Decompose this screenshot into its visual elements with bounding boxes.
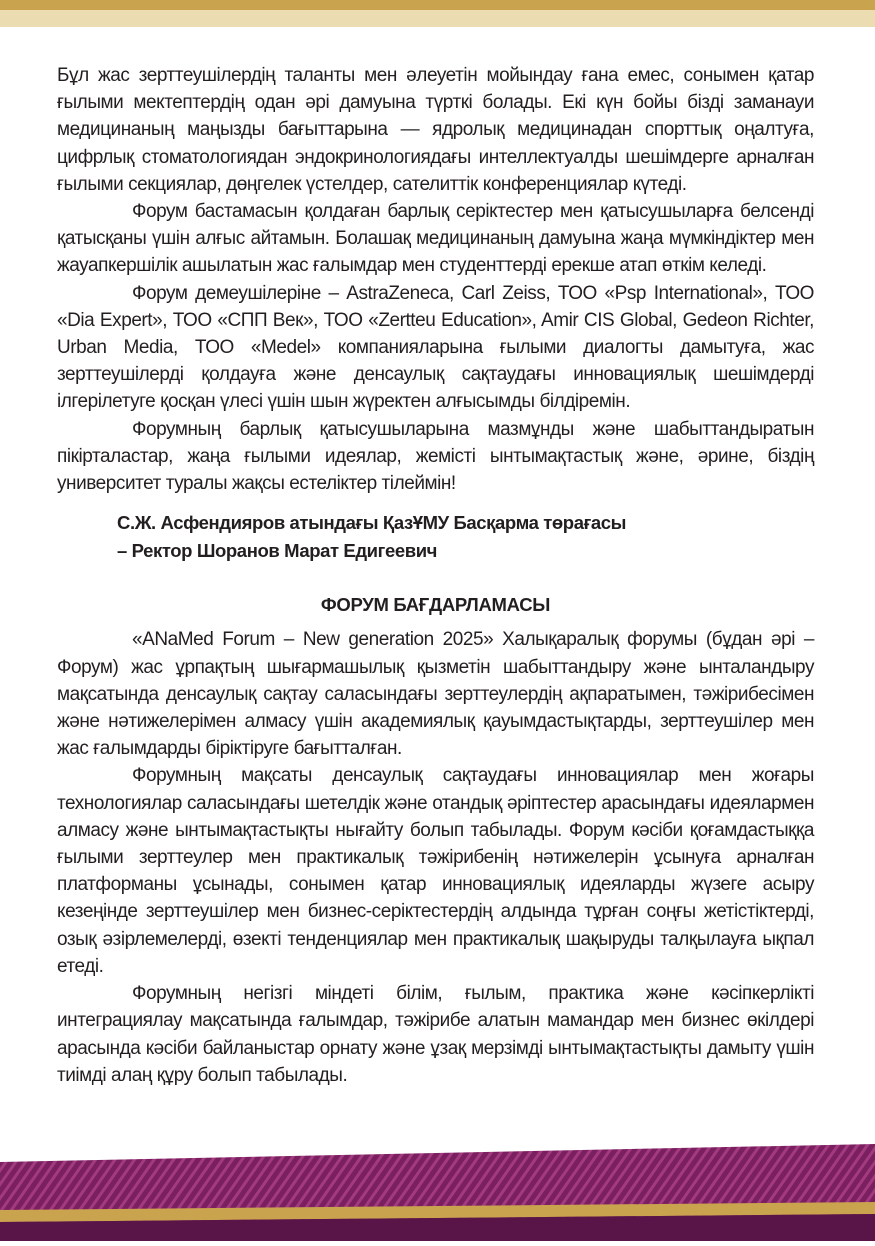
- bottom-decorative-band: [0, 1140, 875, 1241]
- paragraph-intro-2: Форум бастамасын қолдаған барлық серіктестер мен қатысушыларға белсенді қатысқаны үшін алғыс айтамын. Болашақ медицинаның дамуына жаңа мүмкіндіктер мен жауапкершілік ашылатын жас ғалымдар мен студенттерді ерекше атап өткім келеді.: [57, 201, 814, 277]
- signature-block: [117, 509, 814, 565]
- top-decorative-band: [0, 0, 875, 30]
- paragraph-program-1: «ANaMed Forum – New generation 2025» Халықаралық форумы (бұдан әрі – Форум) жас ұрпақтың шығармашылық қызметін шабыттандыру және ынталандыру мақсатында денсаулық сақтау саласындағы зерттеулердің ақпаратымен, тәжірибесімен және нәтижелерімен алмасу үшін академиялық қауымдастықтарды, зерттеушілер мен жас ғалымдарды біріктіруге бағытталған.: [57, 629, 814, 760]
- paragraph-intro-3: Форум демеушілеріне – AstraZeneca, Carl Zeiss, ТОО «Psp International», ТОО «Dia Expert», ТОО «СПП Век», ТОО «Zertteu Education», Amir CIS Global, Gedeon Richter, Urban Media, ТОО «Medel» компанияларына ғылыми диалогты дамытуға, жас зерттеушілерді қолдауға және денсаулық сақтаудағы инновациялық шешімдерді ілгерілетуге қосқан үлесі үшін шын жүректен алғысымды білдіремін.: [57, 282, 814, 413]
- paragraph-intro-1: Бұл жас зерттеушілердің таланты мен әлеуетін мойындау ғана емес, сонымен қатар ғылыми мектептердің одан әрі дамуына түрткі болады. Екі күн бойы бізді заманауи медицинаның маңызды бағыттарына — ядролық медицинадан спорттық оңалтуға, цифрлық стоматологиядан эндокринологиядағы интеллектуалды шешімдерге арналған ғылыми секциялар, дөңгелек үстелдер, сателиттік конференциялар күтеді.: [57, 65, 814, 195]
- signature-line-2: – Ректор Шоранов Марат Едигеевич: [117, 540, 438, 562]
- signature-line-1: С.Ж. Асфендияров атындағы ҚазҰМУ Басқарма төрағасы: [117, 512, 627, 534]
- paragraph-intro-4: Форумның барлық қатысушыларына мазмұнды және шабыттандыратын пікірталастар, жаңа ғылыми идеялар, жемісті ынтымақтастық және, әрине, біздің университет туралы жақсы естеліктер тілеймін!: [57, 418, 814, 495]
- section-title: ФОРУМ БАҒДАРЛАМАСЫ: [320, 594, 551, 616]
- paragraph-program-2: Форумның мақсаты денсаулық сақтаудағы инновациялар мен жоғары технологиялар саласындағы шетелдік және отандық әріптестер арасындағы идеялармен алмасу және ынтымақтастықты нығайту болып табылады. Форум кәсіби қоғамдастыққа ғылыми зерттеулер мен практикалық тәжірибенің нәтижелерін ұсынуға арналған платформаны ұсынады, сонымен қатар инновациялық идеяларды жүзеге асыру кезеңінде зерттеушілер мен бизнес-серіктестердің алдында тұрған соңғы жетістіктерді, озық әзірлемелерді, өзекті тенденциялар мен практикалық шақыруды талқылауға ықпал етеді.: [57, 765, 814, 977]
- top-gold-stripe: [0, 0, 875, 10]
- top-cream-stripe: [0, 10, 875, 27]
- page-content: [57, 62, 814, 1089]
- paragraph-program-3: Форумның негізгі міндеті білім, ғылым, практика және кәсіпкерлікті интеграциялау мақсатында ғалымдар, тәжірибе алатын мамандар мен бизнес өкілдері арасында кәсіби байланыстар орнату және ұзақ мерзімді ынтымақтастықты дамыту үшін тиімді алаң құру болып табылады.: [57, 983, 814, 1086]
- bottom-stripes-graphic: [0, 1140, 875, 1241]
